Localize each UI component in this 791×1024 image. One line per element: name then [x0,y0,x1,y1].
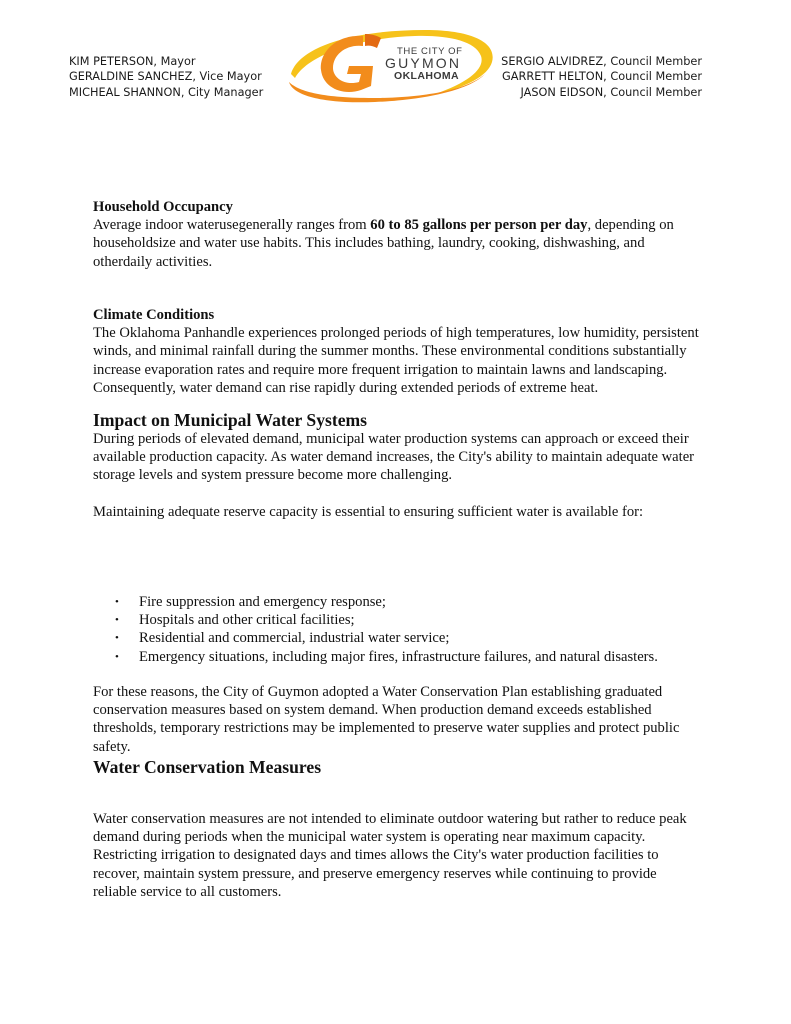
impact-heading: Impact on Municipal Water Systems [93,410,368,430]
logo-line-the-city-of: THE CITY OF [397,46,463,57]
logo-line-oklahoma: OKLAHOMA [394,70,460,82]
list-item: • Emergency situations, including major fires, infrastructure failures, and natural disasters. [93,648,703,666]
conservation-heading: Water Conservation Measures [93,756,322,777]
section-conservation-measures [93,810,703,901]
section-conservation-plan [93,683,703,777]
section-climate [93,306,703,397]
list-item: • Residential and commercial, industrial water service; [93,629,703,647]
official-council-3: JASON EIDSON, Council Member [520,85,702,99]
city-of-guymon-logo [285,22,498,106]
header-officials-right [501,54,702,100]
list-item: • Fire suppression and emergency response; [93,593,703,611]
section-household [93,198,703,271]
header-officials-left [69,54,263,100]
conservation-para: Water conservation measures are not intended to eliminate outdoor watering but rather to reduce peak demand during periods when the municipal water system is operating near maximum capacity. Restricting irrigation to designated days and times allows the City's water production facilities to recover, maintain system pressure, and preserve emergency reserves while continuing to provide reliable service to all customers. [93,811,687,900]
household-title: Household Occupancy [93,199,233,215]
logo-line-guymon: GUYMON [385,55,462,71]
official-council-1: SERGIO ALVIDREZ, Council Member [501,55,702,68]
household-text [93,216,703,271]
section-impact [93,410,703,521]
official-vice-mayor: GERALDINE SANCHEZ, Vice Mayor [69,70,262,84]
official-council-2: GARRETT HELTON, Council Member [502,70,702,84]
official-city-manager: MICHEAL SHANNON, City Manager [69,85,264,99]
list-item: • Hospitals and other critical facilities; [93,611,703,629]
household-text-end: , depending on householdsize and water use habits. This includes bathing, laundry, cooking, dishwashing, and otherdaily activities. [93,217,674,270]
household-text-start: Average indoor waterusegenerally ranges from [93,217,371,234]
impact-para-2: Maintaining adequate reserve capacity is essential to ensuring sufficient water is available for: [93,503,644,520]
impact-para-3: For these reasons, the City of Guymon adopted a Water Conservation Plan establishing graduated conservation measures based on system demand. When production demand exceeds established thresholds, temporary restrictions may be implemented to preserve water supplies and protect public safety. [93,684,680,755]
household-gallons-highlight: 60 to 85 gallons per person per day [370,217,588,234]
impact-para-1: During periods of elevated demand, municipal water production systems can approach or exceed their available production capacity. As water demand increases, the City's ability to maintain adequate water storage levels and system pressure become more challenging. [93,431,695,484]
reserve-uses-list [93,593,703,666]
climate-text: The Oklahoma Panhandle experiences prolonged periods of high temperatures, low humidity, persistent winds, and minimal rainfall during the summer months. These environmental conditions substantially increase evaporation rates and require more frequent irrigation to maintain lawns and landscaping. Consequently, water demand can rise rapidly during extended periods of extreme heat. [93,325,699,396]
official-mayor: KIM PETERSON, Mayor [69,55,196,68]
climate-title: Climate Conditions [93,307,215,323]
